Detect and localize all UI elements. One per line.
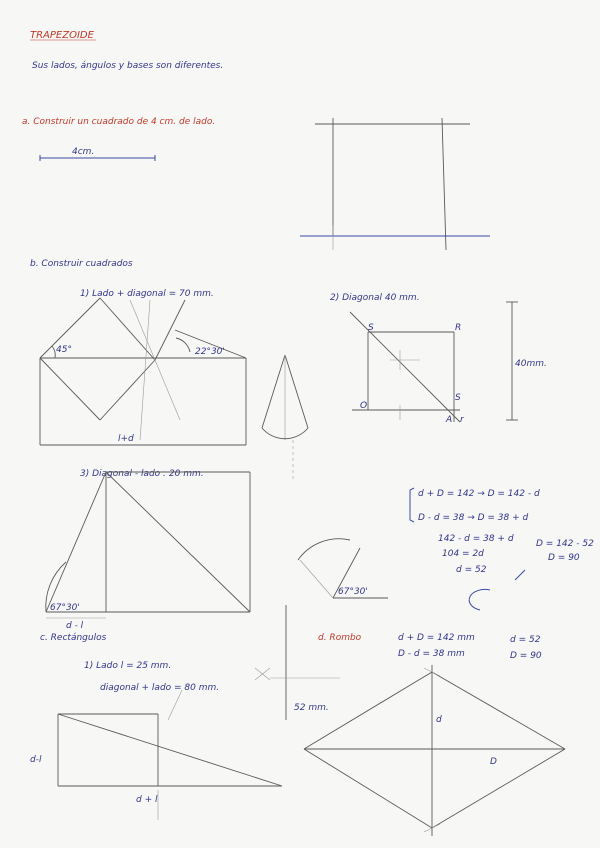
b2-point-r2: r bbox=[460, 415, 464, 425]
square-construction-a bbox=[300, 118, 490, 250]
b3-base-label: d - l bbox=[66, 621, 84, 631]
eq-line1: d + D = 142 → D = 142 - d bbox=[418, 489, 540, 499]
c1-side-label: d-l bbox=[30, 755, 42, 765]
section-a-text: a. Construir un cuadrado de 4 cm. de lado. bbox=[22, 117, 216, 127]
section-c-label: c. Rectángulos bbox=[40, 633, 107, 643]
intro-text: Sus lados, ángulos y bases son diferentes. bbox=[32, 61, 224, 71]
b2-point-a: A bbox=[446, 415, 453, 425]
d-eq1: d + D = 142 mm bbox=[398, 633, 475, 643]
b2-construction bbox=[350, 302, 518, 422]
section-b-label: b. Construir cuadrados bbox=[30, 259, 133, 269]
section-a-measure: 4cm. bbox=[72, 147, 95, 157]
d-label-big-d: D bbox=[490, 757, 497, 767]
d-result2: D = 90 bbox=[510, 651, 542, 661]
c1-bottom-label: d + l bbox=[136, 795, 158, 805]
section-d-text: d. Rombo bbox=[318, 633, 362, 643]
b2-measure: 40mm. bbox=[515, 359, 547, 369]
eq-side1: D = 142 - 52 bbox=[536, 539, 594, 549]
page-title: TRAPEZOIDE bbox=[30, 30, 94, 41]
equations-block bbox=[410, 488, 594, 610]
b3-angle: 67°30' bbox=[50, 603, 80, 613]
section-d-label bbox=[318, 633, 362, 643]
eq-line2: D - d = 38 → D = 38 + d bbox=[418, 513, 529, 523]
b2-point-s-bottom: S bbox=[455, 393, 461, 403]
b3-angle-side: 67°30' bbox=[338, 587, 368, 597]
b2-point-o: O bbox=[360, 401, 368, 411]
d-eq2: D - d = 38 mm bbox=[398, 649, 465, 659]
b1-angle-45: 45° bbox=[56, 345, 72, 355]
d-measure: 52 mm. bbox=[294, 703, 329, 713]
b1-base-label: l+d bbox=[118, 434, 134, 444]
b2-point-s-top: S bbox=[368, 323, 374, 333]
b3-label: 3) Diagonal - lado : 20 mm. bbox=[80, 469, 204, 479]
eq-side2: D = 90 bbox=[548, 553, 580, 563]
c1-line2: diagonal + lado = 80 mm. bbox=[100, 683, 220, 693]
c1-line1: 1) Lado l = 25 mm. bbox=[84, 661, 172, 671]
d-label-small-d: d bbox=[436, 715, 442, 725]
b1-angle-22: 22°30' bbox=[195, 347, 225, 357]
b3-construction bbox=[46, 472, 250, 618]
eq-line5: d = 52 bbox=[456, 565, 487, 575]
section-a-label bbox=[22, 117, 215, 127]
b1-auxiliary-triangle bbox=[262, 355, 308, 480]
b2-label: 2) Diagonal 40 mm. bbox=[330, 293, 420, 303]
d-result1: d = 52 bbox=[510, 635, 541, 645]
eq-line3: 142 - d = 38 + d bbox=[438, 534, 514, 544]
eq-line4: 104 = 2d bbox=[442, 549, 484, 559]
b2-point-r: R bbox=[455, 323, 462, 333]
b1-construction bbox=[40, 298, 246, 445]
b1-label: 1) Lado + diagonal = 70 mm. bbox=[80, 289, 214, 299]
